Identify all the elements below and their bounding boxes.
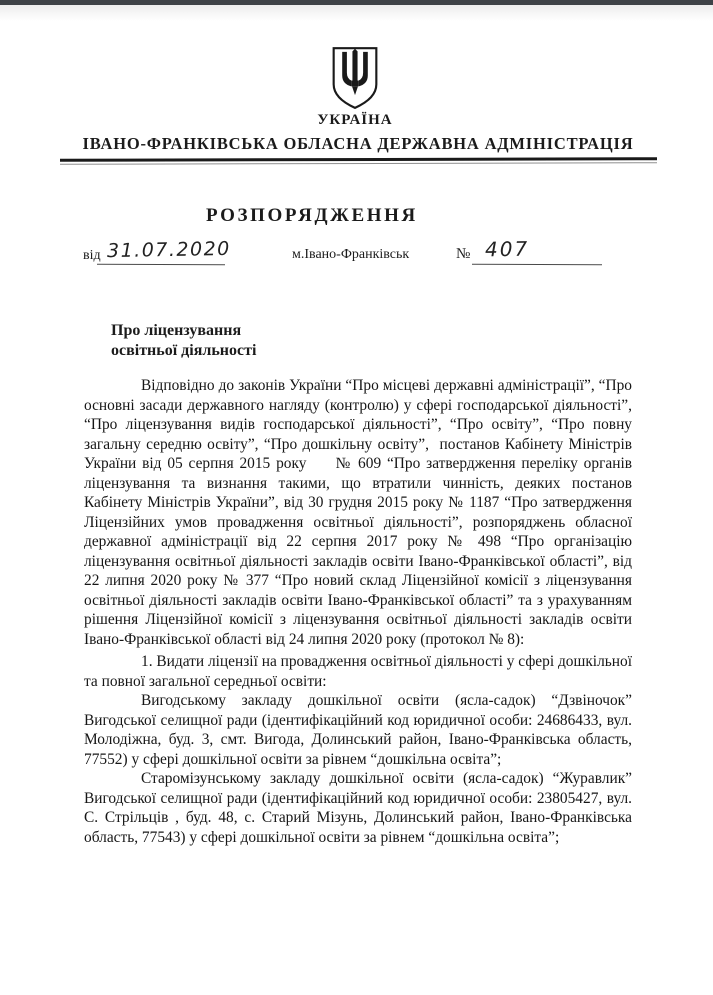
number-underline (472, 264, 602, 265)
paragraph-license-vyhoda: Вигодському закладу дошкільної освіти (ясла-садок) “Дзвіночок” Вигодської селищної ради (ідентифікаційний код юридичної особи: 24686433, вул. Молодіжна, буд. 3, смт. Вигода, Долинський район, Івано-Франківська область, 77552) у сфері дошкільної освіти за рівнем “дошкільна освіта”; (84, 692, 632, 768)
subject-line-2: освітньої діяльності (111, 342, 257, 359)
handwritten-date: 31.07.2020 (106, 237, 231, 263)
number-label: № (456, 246, 471, 262)
header-double-rule (60, 157, 657, 165)
document-title: РОЗПОРЯДЖЕННЯ (206, 205, 418, 226)
document-body (84, 376, 632, 847)
paragraph-license-staryi-mizun: Старомізунському закладу дошкільної освіти (ясла-садок) “Журавлик” Вигодської селищної ради (ідентифікаційний код юридичної особи: 23805427, вул. С. Стрільців , буд. 48, с. Старий Мізунь, Долинський район, Івано-Франківська область, 77543) у сфері дошкільної освіти за рівнем “дошкільна освіта”; (84, 770, 632, 846)
organization-name: ІВАНО-ФРАНКІВСЬКА ОБЛАСНА ДЕРЖАВНА АДМІНІСТРАЦІЯ (82, 134, 634, 153)
city-name: м.Івано-Франківськ (292, 247, 410, 262)
tryzub-icon (326, 46, 384, 110)
country-name: УКРАЇНА (317, 112, 393, 128)
handwritten-number: 407 (484, 236, 530, 262)
paragraph-item-1: 1. Видати ліцензії на провадження освітньої діяльності у сфері дошкільної та повної загальної середньої освіти: (84, 653, 632, 690)
subject-line-1: Про ліцензування (111, 322, 242, 339)
paragraph-preamble: Відповідно до законів України “Про місцеві державні адміністрації”, “Про основні засади державного нагляду (контролю) у сфері господарської діяльності”, “Про ліцензування видів господарської діяльності”, “Про освіту”, “Про повну загальну середню освіту”, “Про дошкільну освіту”, постанов Кабінету Міністрів України від 05 серпня 2015 року № 609 “Про затвердження переліку органів ліцензування та визнання такими, що втратили чинність, деяких постанов Кабінету Міністрів України”, від 30 грудня 2015 року № 1187 “Про затвердження Ліцензійних умов провадження освітньої діяльності”, розпоряджень обласної державної адміністрації від 22 серпня 2017 року № 498 “Про організацію ліцензування освітньої діяльності закладів освіти Івано-Франківської області”, від 22 липня 2020 року № 377 “Про новий склад Ліцензійної комісії з ліцензування освітньої діяльності закладів освіти Івано-Франківської області” та з урахуванням рішення Ліцензійної комісії з ліцензування освітньої діяльності закладів освіти Івано-Франківської області від 24 липня 2020 року (протокол № 8): (84, 377, 632, 648)
document-subject (111, 321, 256, 361)
date-underline (97, 264, 225, 265)
scan-top-shading (0, 5, 713, 21)
date-label: від (83, 248, 101, 263)
